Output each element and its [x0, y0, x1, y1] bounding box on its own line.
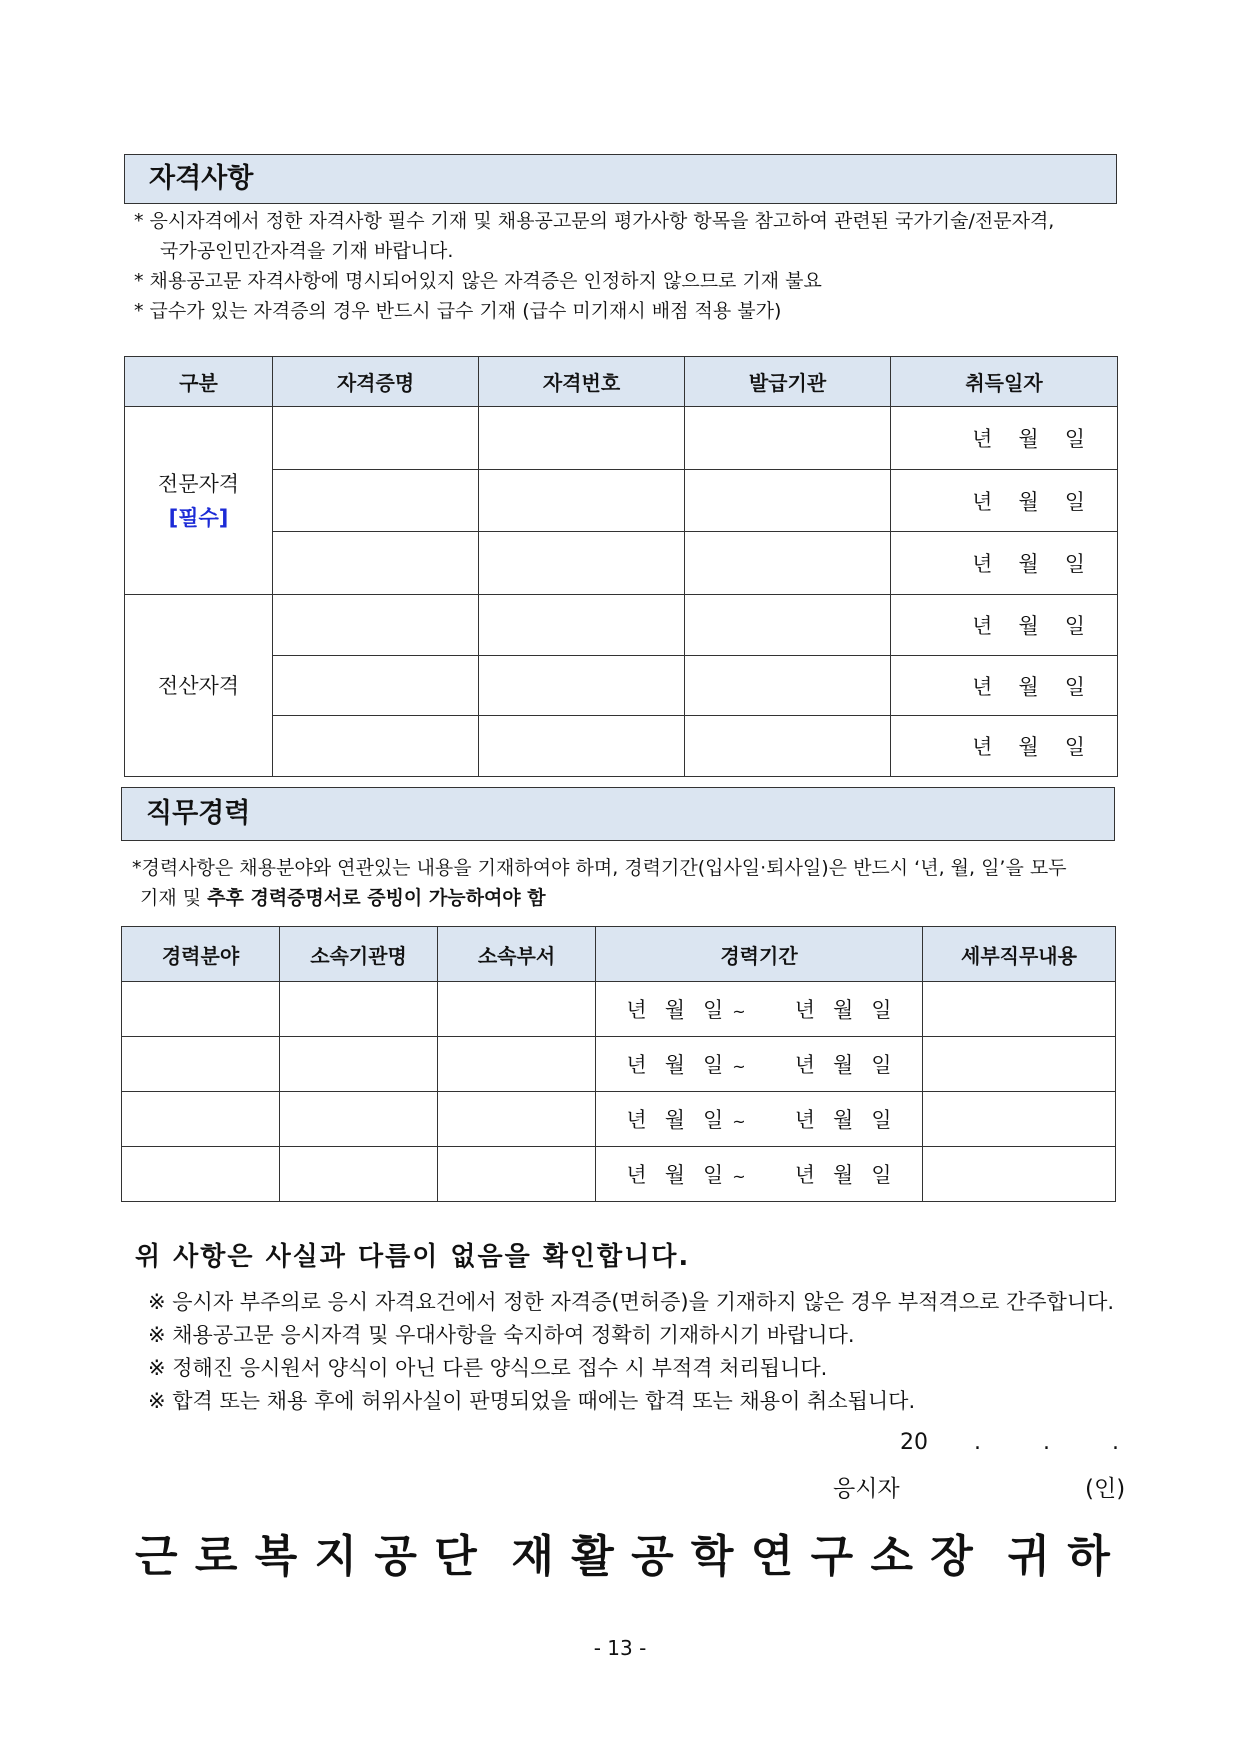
warning-item: ※ 채용공고문 응시자격 및 우대사항을 숙지하여 정확히 기재하시기 바랍니다.: [148, 1323, 855, 1347]
table-row: [122, 1147, 1116, 1202]
page-number: - 13 -: [593, 1636, 647, 1660]
career-header-duties: 세부직무내용: [923, 927, 1116, 982]
career-duties-input[interactable]: [923, 1092, 1116, 1147]
it-category-cell: [125, 595, 273, 777]
career-period-input[interactable]: 년 월 일 ~ 년 월 일: [596, 1147, 923, 1202]
table-row: [122, 1037, 1116, 1092]
cert-name-input[interactable]: [273, 595, 479, 656]
seal-label: (인): [1085, 1476, 1126, 1502]
issuer-input[interactable]: [685, 595, 891, 656]
warning-item: ※ 응시자 부주의로 응시 자격요건에서 정한 자격증(면허증)을 기재하지 않은 경우 부적격으로 간주합니다.: [148, 1290, 1115, 1314]
issuer-input[interactable]: [685, 407, 891, 470]
career-dept-input[interactable]: [438, 1037, 596, 1092]
table-row: [125, 656, 1118, 716]
applicant-label: 응시자: [833, 1476, 900, 1502]
career-period-input[interactable]: 년 월 일 ~ 년 월 일: [596, 1037, 923, 1092]
table-row: [125, 595, 1118, 656]
table-row: [125, 532, 1118, 595]
qualifications-note-3: * 급수가 있는 자격증의 경우 반드시 급수 기재 (급수 미기재시 배점 적용 불가): [134, 300, 782, 322]
cert-number-input[interactable]: [479, 716, 685, 777]
table-row: [125, 407, 1118, 470]
table-row: [125, 470, 1118, 532]
career-dept-input[interactable]: [438, 982, 596, 1037]
date-dot: .: [1112, 1430, 1119, 1455]
issuer-input[interactable]: [685, 716, 891, 777]
career-section-title: 직무경력: [121, 787, 1115, 841]
career-org-input[interactable]: [280, 1037, 438, 1092]
career-field-input[interactable]: [122, 982, 280, 1037]
issuer-input[interactable]: [685, 470, 891, 532]
qualifications-note-1: * 응시자격에서 정한 자격사항 필수 기재 및 채용공고문의 평가사항 항목을 참고하여 관련된 국가기술/전문자격,: [134, 210, 1055, 232]
qual-header-issuer: 발급기관: [685, 357, 891, 407]
professional-category-cell: [125, 407, 273, 595]
acquired-date-input[interactable]: 년 월 일: [891, 407, 1118, 470]
issuer-input[interactable]: [685, 532, 891, 595]
career-dept-input[interactable]: [438, 1092, 596, 1147]
professional-category-label: 전문자격: [157, 471, 240, 496]
career-field-input[interactable]: [122, 1147, 280, 1202]
warning-item: ※ 정해진 응시원서 양식이 아닌 다른 양식으로 접수 시 부적격 처리됩니다.: [148, 1356, 828, 1380]
addressee-line: 근 로 복 지 공 단 재 활 공 학 연 구 소 장 귀 하: [135, 1531, 1110, 1582]
cert-number-input[interactable]: [479, 656, 685, 716]
career-period-input[interactable]: 년 월 일 ~ 년 월 일: [596, 1092, 923, 1147]
career-header-org: 소속기관명: [280, 927, 438, 982]
qualifications-note-1-cont: 국가공인민간자격을 기재 바랍니다.: [160, 240, 454, 262]
confirmation-statement: 위 사항은 사실과 다름이 없음을 확인합니다.: [135, 1242, 691, 1272]
career-org-input[interactable]: [280, 1147, 438, 1202]
career-duties-input[interactable]: [923, 1037, 1116, 1092]
table-row: [122, 982, 1116, 1037]
career-notes: [132, 853, 1067, 913]
table-row: [125, 716, 1118, 777]
qual-header-category: 구분: [125, 357, 273, 407]
career-duties-input[interactable]: [923, 982, 1116, 1037]
qual-header-acquired-date: 취득일자: [891, 357, 1118, 407]
career-field-input[interactable]: [122, 1037, 280, 1092]
qualifications-note-2: * 채용공고문 자격사항에 명시되어있지 않은 자격증은 인정하지 않으므로 기재 불요: [134, 270, 822, 292]
warning-list: [148, 1286, 1114, 1418]
cert-name-input[interactable]: [273, 716, 479, 777]
career-org-input[interactable]: [280, 982, 438, 1037]
acquired-date-input[interactable]: 년 월 일: [891, 716, 1118, 777]
career-header-dept: 소속부서: [438, 927, 596, 982]
cert-number-input[interactable]: [479, 470, 685, 532]
date-dot: .: [974, 1430, 981, 1455]
career-note-1: *경력사항은 채용분야와 연관있는 내용을 기재하여야 하며, 경력기간(입사일·퇴사일)은 반드시 ‘년, 월, 일’을 모두: [132, 857, 1067, 879]
qualifications-table: [124, 356, 1118, 777]
date-year-prefix: 20: [900, 1430, 928, 1455]
acquired-date-input[interactable]: 년 월 일: [891, 532, 1118, 595]
qual-header-cert-number: 자격번호: [479, 357, 685, 407]
cert-number-input[interactable]: [479, 407, 685, 470]
table-row: [122, 1092, 1116, 1147]
career-header-field: 경력분야: [122, 927, 280, 982]
cert-name-input[interactable]: [273, 532, 479, 595]
career-duties-input[interactable]: [923, 1147, 1116, 1202]
career-note-2: 기재 및 추후 경력증명서로 증빙이 가능하여야 함: [140, 887, 546, 909]
acquired-date-input[interactable]: 년 월 일: [891, 595, 1118, 656]
cert-name-input[interactable]: [273, 407, 479, 470]
date-dot: .: [1043, 1430, 1050, 1455]
qual-header-cert-name: 자격증명: [273, 357, 479, 407]
acquired-date-input[interactable]: 년 월 일: [891, 656, 1118, 716]
career-org-input[interactable]: [280, 1092, 438, 1147]
career-period-input[interactable]: 년 월 일 ~ 년 월 일: [596, 982, 923, 1037]
career-header-period: 경력기간: [596, 927, 923, 982]
cert-name-input[interactable]: [273, 470, 479, 532]
career-table: [121, 926, 1116, 1202]
it-category-label: 전산자격: [157, 673, 240, 698]
required-tag: [필수]: [168, 505, 229, 530]
cert-name-input[interactable]: [273, 656, 479, 716]
warning-item: ※ 합격 또는 채용 후에 허위사실이 판명되었을 때에는 합격 또는 채용이 취소됩니다.: [148, 1389, 916, 1413]
acquired-date-input[interactable]: 년 월 일: [891, 470, 1118, 532]
career-dept-input[interactable]: [438, 1147, 596, 1202]
career-field-input[interactable]: [122, 1092, 280, 1147]
qualifications-notes: [134, 206, 1054, 326]
cert-number-input[interactable]: [479, 595, 685, 656]
cert-number-input[interactable]: [479, 532, 685, 595]
issuer-input[interactable]: [685, 656, 891, 716]
qualifications-section-title: 자격사항: [124, 154, 1117, 204]
